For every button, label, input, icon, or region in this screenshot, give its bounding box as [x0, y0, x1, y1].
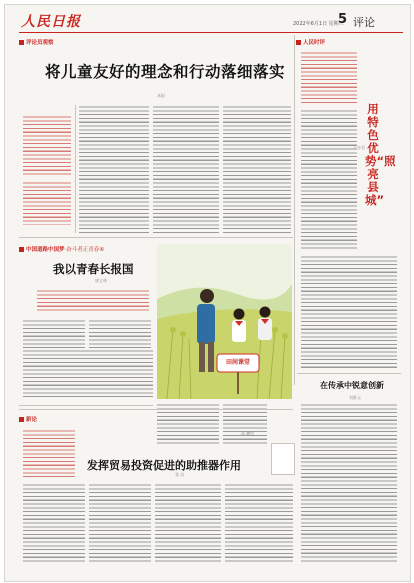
- right-intro-red: [301, 51, 357, 105]
- square-icon: [296, 40, 301, 45]
- intro-text-red-2: [23, 181, 71, 225]
- story2-intro-red: [37, 289, 149, 313]
- page-footer: [23, 568, 401, 576]
- story3-body-col2: [89, 483, 151, 563]
- story3-body-col1: [23, 483, 85, 563]
- illustration-field-lesson: [157, 244, 292, 399]
- square-icon: [19, 417, 24, 422]
- page-number: 5: [338, 12, 348, 27]
- masthead-logo: 人民日报: [21, 14, 81, 30]
- right-feature-author: 王亦君: [353, 145, 365, 150]
- section-rule-1: [19, 237, 293, 238]
- story3-body-col3: [155, 483, 221, 563]
- right-body-col2: [301, 255, 397, 369]
- right-story2-headline: 在传承中锐意创新: [320, 381, 384, 390]
- masthead-rule: [19, 32, 403, 33]
- right-feature-title: 用特色优势“照亮县城”: [365, 102, 396, 207]
- main-headline: 将儿童友好的理念和行动落细落实: [45, 63, 286, 81]
- right-body-col1: [301, 109, 357, 249]
- story2-headline: 我以青春长报国: [53, 262, 134, 276]
- right-story2-author: 刘维元: [349, 395, 361, 400]
- main-author: 本报: [157, 93, 165, 98]
- main-body-col2: [153, 105, 219, 233]
- story3-headline: 发挥贸易投资促进的助推器作用: [87, 459, 241, 472]
- column-divider: [75, 105, 76, 233]
- main-body-col3: [223, 105, 291, 233]
- section-rule-2: [19, 405, 153, 406]
- issue-date: 2022年6月1日 星期三: [293, 21, 344, 27]
- right-story2-body: [301, 403, 397, 563]
- story3-body-col4: [225, 483, 293, 563]
- square-icon: [19, 247, 24, 252]
- section-rule-right: [297, 373, 401, 374]
- intro-text-red: [23, 115, 71, 177]
- illustration-sign: 田间课堂: [225, 359, 250, 366]
- square-icon: [19, 40, 24, 45]
- box-note: [271, 443, 295, 475]
- column-head-commentary: 评论员观察: [19, 38, 54, 46]
- section-rule-3: [19, 409, 293, 410]
- main-body-col1: [79, 105, 149, 233]
- story2-body-lower: [23, 349, 153, 399]
- right-column-divider: [294, 35, 295, 385]
- column-head-new-view: 新论: [19, 415, 37, 423]
- newspaper-page: [4, 4, 411, 582]
- column-head-people-commentary: 人民时评: [296, 38, 325, 46]
- story3-author: 张 岩: [175, 472, 185, 477]
- story2-author: 唐义林: [95, 278, 107, 283]
- section-name: 评论: [353, 16, 375, 29]
- illustration-caption: 蒋 鹏绘: [241, 431, 255, 436]
- column-head-dream: 中国道路中国梦·奋斗者正青春⑥: [19, 245, 104, 253]
- story3-intro-red: [23, 429, 75, 477]
